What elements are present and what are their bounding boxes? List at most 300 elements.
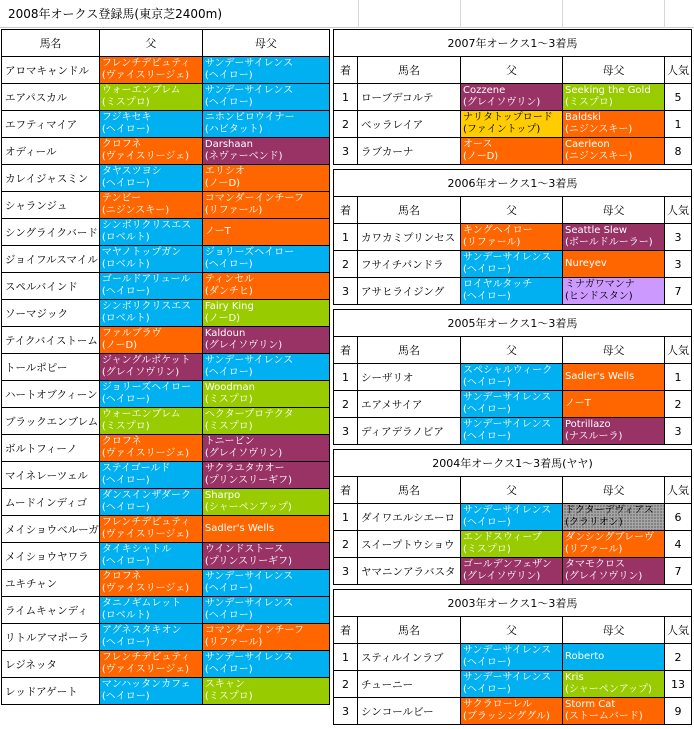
pedigree-line: タマモクロス [565,559,625,570]
dam-sire-cell [202,651,329,678]
pedigree-line: (グレイソヴリン) [101,367,180,378]
dam-sire-cell [563,84,665,111]
sire-cell [99,111,202,138]
horse-name: エフティマイア [2,111,100,138]
popularity: 1 [665,111,692,138]
header-name: 馬名 [358,337,461,364]
horse-name: ローブデコルテ [358,84,461,111]
pedigree-line: ジョリーズヘイロー [101,382,192,393]
pedigree-line: Kaldoun [204,328,246,339]
popularity: 3 [665,418,692,445]
horse-name: ライムキャンディ [2,597,100,624]
horse-name: テイクバイストーム [2,327,100,354]
dam-sire-cell [202,489,329,516]
sire-cell [99,678,202,705]
dam-sire-cell [202,543,329,570]
pedigree-line: マヤノトップガン [101,247,182,258]
pedigree-line: (ヘイロー) [463,264,511,275]
dam-sire-cell [202,138,329,165]
pedigree-line: (ノーD) [463,151,499,162]
pedigree-line: サンデーサイレンス [204,355,294,366]
pedigree-line: (ナスルーラ) [565,431,623,442]
pedigree-line: (プリンスリーギフ) [204,556,292,567]
header-dam-sire: 母父 [563,57,665,84]
pedigree-line: フレンチデピュティ [101,517,191,528]
pedigree-line: (ヘイロー) [101,637,150,648]
pedigree-line: ゴールデンフェザン [463,559,552,570]
entry-row [2,516,330,543]
sire-cell [99,570,202,597]
dam-sire-cell [563,418,665,445]
results-table [333,449,692,585]
horse-name: メイショウベルーガ [2,516,100,543]
pedigree-line: (ストームバード) [565,711,643,722]
pedigree-line: (ダンチヒ) [204,286,253,297]
results-header-row [334,337,692,364]
horse-name: シングライクバード [2,219,100,246]
header-name: 馬名 [358,197,461,224]
header-dam-sire: 母父 [563,477,665,504]
header-grid [330,0,694,28]
header-name: 馬名 [358,617,461,644]
results-header-row [334,617,692,644]
finish-rank: 2 [334,251,358,278]
header-dam-sire: 母父 [202,30,329,57]
header-rank: 着 [334,617,358,644]
horse-name: リトルアマポーラ [2,624,100,651]
header-rank: 着 [334,337,358,364]
dam-sire-cell [202,435,329,462]
pedigree-line: (ヘイロー) [463,377,511,388]
sire-cell [99,651,202,678]
result-row [334,418,692,445]
entry-row [2,84,330,111]
pedigree-line: サンデーサイレンス [463,645,552,656]
dam-sire-cell [202,408,329,435]
horse-name: スイープトウショウ [358,531,461,558]
horse-name: ジョイフルスマイル [2,246,100,273]
pedigree-line: (ファイントップ) [463,124,541,135]
sire-cell [99,408,202,435]
header-popularity: 人気 [665,337,692,364]
pedigree-line: (ヴァイスリージェ) [101,70,190,81]
pedigree-line: Kris [565,672,584,683]
pedigree-line: (ニジンスキー) [101,205,170,216]
popularity: 7 [665,558,692,585]
pedigree-line: (ヘイロー) [204,259,253,270]
header-name: 馬名 [358,477,461,504]
pedigree-line: フレンチデピュティ [101,58,191,69]
entry-row [2,192,330,219]
pedigree-line: (ミスプロ) [565,97,613,108]
sire-cell [99,327,202,354]
popularity: 7 [665,278,692,305]
horse-name: ヤマニンアラバスタ [358,558,461,585]
entry-row [2,57,330,84]
header-dam-sire: 母父 [563,617,665,644]
pedigree-line: サンデーサイレンス [463,505,552,516]
entry-row [2,273,330,300]
pedigree-line: (プリンスリーギフ) [204,475,292,486]
finish-rank: 1 [334,504,358,531]
dam-sire-cell [202,327,329,354]
pedigree-line: サンデーサイレンス [204,571,294,582]
pedigree-line: (リファール) [565,544,623,555]
finish-rank: 2 [334,531,358,558]
pedigree-line: Potrillazo [565,419,611,430]
pedigree-line: (ヘイロー) [463,431,511,442]
entry-row [2,543,330,570]
pedigree-line: ヘクタープロテクタ [204,409,294,420]
entry-row [2,651,330,678]
pedigree-line: (ヘイロー) [101,178,150,189]
finish-rank: 3 [334,278,358,305]
pedigree-line: マンハッタンカフェ [101,679,191,690]
pedigree-line: クロフネ [101,436,142,447]
entries-table [1,29,330,705]
pedigree-line: (ニジンスキー) [565,151,633,162]
pedigree-line: キングヘイロー [463,225,533,236]
results-title: 2004年オークス1〜3着馬(ヤヤ) [334,450,692,477]
results-title: 2005年オークス1〜3着馬 [334,310,692,337]
pedigree-line: (ニジンスキー) [565,124,633,135]
dam-sire-cell [202,246,329,273]
pedigree-line: オース [463,139,493,150]
pedigree-line: (ヴァイスリージェ) [101,151,190,162]
sire-cell [461,111,563,138]
pedigree-line: (ミスプロ) [204,394,253,405]
header-sire: 父 [461,337,563,364]
horse-name: ムードインディゴ [2,489,100,516]
dam-sire-cell [202,111,329,138]
horse-name: エアメサイア [358,391,461,418]
result-row [334,504,692,531]
pedigree-line: (グレイソヴリン) [463,571,541,582]
dam-sire-cell [202,462,329,489]
entry-row [2,408,330,435]
dam-sire-cell [202,57,329,84]
horse-name: シーザリオ [358,364,461,391]
pedigree-line: フレンチデピュティ [101,652,191,663]
result-row [334,391,692,418]
horse-name: レジネッタ [2,651,100,678]
pedigree-line: (ヘイロー) [204,664,253,675]
pedigree-line: サンデーサイレンス [204,85,294,96]
horse-name: チューニー [358,671,461,698]
horse-name: メイショウヤワラ [2,543,100,570]
header-popularity: 人気 [665,477,692,504]
pedigree-line: サンデーサイレンス [204,58,294,69]
entry-row [2,597,330,624]
pedigree-line: (ミスプロ) [101,97,150,108]
pedigree-line: ティンセル [204,274,255,285]
finish-rank: 1 [334,224,358,251]
pedigree-line: (グレイソヴリン) [463,97,541,108]
entry-row [2,246,330,273]
horse-name: ディアデラノビア [358,418,461,445]
dam-sire-cell [563,278,665,305]
entry-row [2,219,330,246]
popularity: 4 [665,531,692,558]
pedigree-line: (ヘイロー) [101,475,150,486]
horse-name: ハートオブクィーン [2,381,100,408]
pedigree-line: (ミスプロ) [204,421,253,432]
result-row [334,531,692,558]
sire-cell [99,381,202,408]
result-row [334,224,692,251]
entries-header-row [2,30,330,57]
pedigree-line: (ヘイロー) [463,657,511,668]
horse-name: アサヒライジング [358,278,461,305]
pedigree-line: (リファール) [204,205,263,216]
pedigree-line: (ブラッシンググル) [463,711,550,722]
pedigree-line: (ヴァイスリージェ) [101,664,190,675]
pedigree-line: (ロベルト) [101,232,150,243]
sire-cell [99,192,202,219]
pedigree-line: サンデーサイレンス [204,652,294,663]
pedigree-line: サンデーサイレンス [463,252,552,263]
pedigree-line: (ヘイロー) [463,404,511,415]
horse-name: カワカミプリンセス [358,224,461,251]
pedigree-line: (ハビタット) [204,124,263,135]
pedigree-line: (リファール) [463,237,521,248]
pedigree-line: (ノーD) [204,313,241,324]
dam-sire-cell [563,698,665,725]
pedigree-line: エンドスウィープ [463,532,542,543]
results-title: 2003年オークス1〜3着馬 [334,590,692,617]
result-row [334,251,692,278]
finish-rank: 3 [334,418,358,445]
pedigree-line: ニホンピロウイナー [204,112,295,123]
dam-sire-cell [563,391,665,418]
sire-cell [461,418,563,445]
sire-cell [99,273,202,300]
popularity: 2 [665,391,692,418]
header-name: 馬名 [358,57,461,84]
horse-name: レッドアゲート [2,678,100,705]
horse-name: スティルインラブ [358,644,461,671]
results-header-row [334,197,692,224]
entry-row [2,435,330,462]
pedigree-line: ジョリーズヘイロー [204,247,295,258]
pedigree-line: ゴールドアリュール [101,274,191,285]
dam-sire-cell [202,219,329,246]
pedigree-line: トニービン [204,436,255,447]
dam-sire-cell [202,84,329,111]
pedigree-line: Darshaan [204,139,253,150]
horse-name: マイネレーツェル [2,462,100,489]
sire-cell [461,558,563,585]
finish-rank: 3 [334,138,358,165]
pedigree-line: Seeking the Gold [565,85,651,96]
pedigree-line: スペシャルウィーク [463,365,553,376]
header-sire: 父 [461,617,563,644]
pedigree-line: (ヴァイスリージェ) [101,583,190,594]
pedigree-line: ダンシングブレーヴ [565,532,654,543]
dam-sire-cell [563,111,665,138]
pedigree-line: ウォーエンブレム [101,85,181,96]
pedigree-line: (ネヴァーベンド) [204,151,283,162]
results-header-row [334,477,692,504]
dam-sire-cell [202,570,329,597]
result-row [334,671,692,698]
results-title-row [334,310,692,337]
pedigree-line: (シャーペンアップ) [565,684,652,695]
pedigree-line: (ノーD) [204,178,241,189]
results-table [333,309,692,445]
dam-sire-cell [563,558,665,585]
pedigree-line: クロフネ [101,139,142,150]
finish-rank: 1 [334,364,358,391]
pedigree-line: (ヘイロー) [101,286,150,297]
dam-sire-cell [202,165,329,192]
pedigree-line: (ヴァイスリージェ) [101,448,190,459]
horse-name: ベッラレイア [358,111,461,138]
result-row [334,84,692,111]
dam-sire-cell [202,273,329,300]
pedigree-line: (ヘイロー) [204,367,253,378]
sire-cell [99,462,202,489]
result-row [334,644,692,671]
header-rank: 着 [334,197,358,224]
pedigree-line: ドクターデヴィアス [565,505,654,516]
results-title-row [334,30,692,57]
sire-cell [461,138,563,165]
dam-sire-cell [202,624,329,651]
header-popularity: 人気 [665,197,692,224]
result-row [334,278,692,305]
pedigree-line: (ミスプロ) [204,691,253,702]
sire-cell [461,278,563,305]
entry-row [2,678,330,705]
horse-name: フサイチパンドラ [358,251,461,278]
pedigree-line: サンデーサイレンス [463,392,552,403]
pedigree-line: フジキセキ [101,112,152,123]
results-table [333,169,692,305]
results-table [333,589,692,725]
finish-rank: 2 [334,391,358,418]
pedigree-line: コマンダーインチーフ [204,193,304,204]
entry-row [2,489,330,516]
sire-cell [461,698,563,725]
pedigree-line: Cozzene [463,85,506,96]
pedigree-line: タヤスツヨシ [101,166,162,177]
results-title: 2006年オークス1〜3着馬 [334,170,692,197]
popularity: 3 [665,251,692,278]
dam-sire-cell [563,138,665,165]
sire-cell [461,224,563,251]
pedigree-line: (グレイソヴリン) [204,340,283,351]
results-title-row [334,450,692,477]
dam-sire-cell [563,531,665,558]
pedigree-line: (ロベルト) [101,313,150,324]
pedigree-line: サンデーサイレンス [204,598,294,609]
header-popularity: 人気 [665,57,692,84]
pedigree-line: (ノーD) [101,340,138,351]
pedigree-line: (ミスプロ) [101,421,150,432]
pedigree-line: (リファール) [204,637,263,648]
dam-sire-cell [202,516,329,543]
entry-row [2,111,330,138]
popularity: 2 [665,644,692,671]
entry-row [2,624,330,651]
entry-row [2,354,330,381]
pedigree-line: (ヘイロー) [204,97,253,108]
sire-cell [461,644,563,671]
sire-cell [461,391,563,418]
pedigree-line: (ヘイロー) [204,610,253,621]
pedigree-line: (ロベルト) [101,259,150,270]
horse-name: カレイジャスミン [2,165,100,192]
pedigree-line: (ヘイロー) [101,394,150,405]
sire-cell [461,251,563,278]
pedigree-line: Caerleon [565,139,610,150]
result-row [334,698,692,725]
pedigree-line: (ミスプロ) [463,544,511,555]
pedigree-line: (ヴァイスリージェ) [101,529,190,540]
entry-row [2,570,330,597]
entry-row [2,381,330,408]
sire-cell [99,84,202,111]
pedigree-line: Woodman [204,382,255,393]
horse-name: ソーマジック [2,300,100,327]
header-popularity: 人気 [665,617,692,644]
pedigree-line: テンビー [101,193,141,204]
pedigree-line: シンボリクリスエス [101,220,192,231]
pedigree-line: ステイゴールド [101,463,171,474]
pedigree-line: (ヘイロー) [204,70,253,81]
pedigree-line: ウォーエンブレム [101,409,181,420]
entry-row [2,165,330,192]
finish-rank: 1 [334,644,358,671]
popularity: 3 [665,224,692,251]
pedigree-line: ファルブラヴ [101,328,162,339]
horse-name: オディール [2,138,100,165]
pedigree-line: ナリタトップロード [463,112,553,123]
header-rank: 着 [334,57,358,84]
horse-name: ラブカーナ [358,138,461,165]
pedigree-line: (ヘイロー) [101,124,150,135]
finish-rank: 2 [334,111,358,138]
pedigree-line: アグネスタキオン [101,625,182,636]
sire-cell [99,516,202,543]
header-sire: 父 [461,477,563,504]
pedigree-line: (グレイソヴリン) [204,448,283,459]
entry-row [2,462,330,489]
header-sire: 父 [461,57,563,84]
pedigree-line: サクラローレル [463,699,533,710]
horse-name: ダイワエルシエーロ [358,504,461,531]
sire-cell [99,219,202,246]
header-dam-sire: 母父 [563,197,665,224]
sire-cell [99,624,202,651]
dam-sire-cell [202,354,329,381]
sire-cell [99,246,202,273]
horse-name: ボルトフィーノ [2,435,100,462]
pedigree-line: Seattle Slew [565,225,628,236]
dam-sire-cell [202,381,329,408]
popularity: 1 [665,364,692,391]
sire-cell [99,597,202,624]
horse-name: トールポピー [2,354,100,381]
header-name: 馬名 [2,30,100,57]
results-table [333,29,692,165]
popularity: 6 [665,504,692,531]
sire-cell [99,543,202,570]
result-row [334,138,692,165]
entry-row [2,327,330,354]
result-row [334,364,692,391]
